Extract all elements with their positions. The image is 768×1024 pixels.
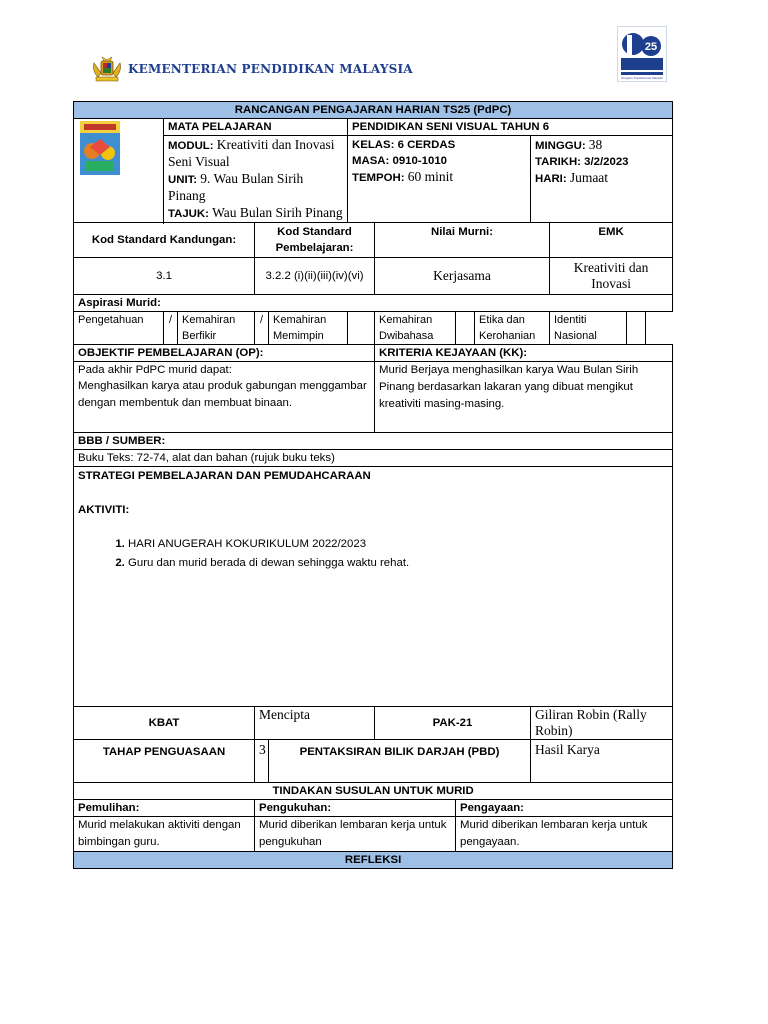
aktiviti-label: AKTIVITI: <box>78 504 130 516</box>
sk-label: Kod Standard Kandungan: <box>74 223 255 258</box>
bbb-label: BBB / SUMBER: <box>74 433 673 450</box>
aspirasi-etika: Etika dan Kerohanian <box>475 312 550 345</box>
aktiviti-list <box>78 536 668 571</box>
objektif-line1: Pada akhir PdPC murid dapat: <box>78 364 232 376</box>
tempoh-value: 60 minit <box>407 169 454 184</box>
tarikh-value: 3/2/2023 <box>584 156 629 168</box>
kbat-value: Mencipta <box>255 707 375 740</box>
kriteria-text: Murid Berjaya menghasilkan karya Wau Bulan Sirih Pinang berdasarkan lakaran yang dibuat mengikut kreativiti masing-masing. <box>375 362 673 433</box>
nilai-label: Nilai Murni: <box>375 223 550 258</box>
page-header <box>0 0 768 100</box>
ts25-caption: Program Transformasi Sekolah <box>621 76 663 80</box>
modul-unit-tajuk-cell <box>164 136 348 223</box>
aspirasi-berfikir-mark: / <box>255 312 269 345</box>
masa-label: MASA: <box>352 155 390 167</box>
ts25-logo <box>617 26 667 82</box>
tarikh-label: TARIKH: <box>535 156 581 168</box>
pemulihan-label: Pemulihan: <box>74 800 255 817</box>
masa-value: 0910-1010 <box>392 155 447 167</box>
ts25-logo-number: 25 <box>644 41 658 53</box>
aspirasi-pengetahuan-mark: / <box>164 312 178 345</box>
objektif-label: OBJEKTIF PEMBELAJARAN (OP): <box>74 345 375 362</box>
bbb-text: Buku Teks: 72-74, alat dan bahan (rujuk buku teks) <box>74 450 673 467</box>
aspirasi-dwibahasa-mark <box>456 312 475 345</box>
aktiviti-item: 2. Guru dan murid berada di dewan sehingga waktu rehat. <box>128 555 668 571</box>
objektif-line2: Menghasilkan karya atau produk gabungan menggambar dengan membentuk dan membuat binaan. <box>78 380 367 409</box>
subject-label: MATA PELAJARAN <box>164 119 348 136</box>
pengukuhan-text: Murid diberikan lembaran kerja untuk pengukuhan <box>255 817 456 852</box>
unit-label: UNIT: <box>168 174 198 186</box>
strategi-cell <box>74 467 673 707</box>
pengayaan-text: Murid diberikan lembaran kerja untuk pengayaan. <box>456 817 673 852</box>
aspirasi-berfikir: Kemahiran Berfikir <box>178 312 255 345</box>
aspirasi-label: Aspirasi Murid: <box>74 295 673 312</box>
objektif-text-cell <box>74 362 375 433</box>
tempoh-label: TEMPOH: <box>352 172 405 184</box>
emk-label: EMK <box>550 223 673 258</box>
textbook-cover-image <box>80 121 120 175</box>
refleksi-label: REFLEKSI <box>74 852 673 869</box>
tajuk-label: TAJUK: <box>168 208 209 220</box>
kbat-label: KBAT <box>74 707 255 740</box>
nilai-value: Kerjasama <box>375 258 550 295</box>
subject-value: PENDIDIKAN SENI VISUAL TAHUN 6 <box>348 119 673 136</box>
ministry-name: KEMENTERIAN PENDIDIKAN MALAYSIA <box>128 62 413 76</box>
pengayaan-label: Pengayaan: <box>456 800 673 817</box>
strategi-label: STRATEGI PEMBELAJARAN DAN PEMUDAHCARAAN <box>78 470 371 482</box>
minggu-tarikh-hari-cell <box>531 136 673 223</box>
unit-value: 9. Wau Bulan Sirih Pinang <box>168 171 304 203</box>
minggu-label: MINGGU: <box>535 140 586 152</box>
pak21-value: Giliran Robin (Rally Robin) <box>531 707 673 740</box>
modul-label: MODUL: <box>168 140 214 152</box>
lesson-plan-table <box>73 101 673 869</box>
pengukuhan-label: Pengukuhan: <box>255 800 456 817</box>
tahap-label: TAHAP PENGUASAAN <box>74 740 255 783</box>
aspirasi-identiti-mark <box>627 312 646 345</box>
kelas-masa-tempoh-cell <box>348 136 531 223</box>
pemulihan-text: Murid melakukan aktiviti dengan bimbingan guru. <box>74 817 255 852</box>
pbd-value: Hasil Karya <box>531 740 673 783</box>
kelas-value: 6 CERDAS <box>397 139 456 151</box>
aspirasi-memimpin: Kemahiran Memimpin <box>269 312 348 345</box>
aktiviti-item: 1. HARI ANUGERAH KOKURIKULUM 2022/2023 <box>128 536 668 552</box>
minggu-value: 38 <box>588 137 603 152</box>
document-title: RANCANGAN PENGAJARAN HARIAN TS25 (PdPC) <box>74 102 673 119</box>
hari-value: Jumaat <box>569 170 609 185</box>
textbook-cover-cell <box>74 119 164 223</box>
aspirasi-dwibahasa: Kemahiran Dwibahasa <box>375 312 456 345</box>
hari-label: HARI: <box>535 173 567 185</box>
modul-value: Kreativiti dan Inovasi Seni Visual <box>168 137 335 169</box>
kelas-label: KELAS: <box>352 139 395 151</box>
tindakan-label: TINDAKAN SUSULAN UNTUK MURID <box>74 783 673 800</box>
tahap-value: 3 <box>255 740 269 783</box>
tajuk-value: Wau Bulan Sirih Pinang <box>212 205 343 220</box>
aspirasi-memimpin-mark <box>348 312 375 345</box>
aspirasi-pengetahuan: Pengetahuan <box>74 312 164 345</box>
kriteria-label: KRITERIA KEJAYAAN (KK): <box>375 345 673 362</box>
sp-label: Kod Standard Pembelajaran: <box>255 223 375 258</box>
pbd-label: PENTAKSIRAN BILIK DARJAH (PBD) <box>269 740 531 783</box>
sp-value: 3.2.2 (i)(ii)(iii)(iv)(vi) <box>255 258 375 295</box>
sk-value: 3.1 <box>74 258 255 295</box>
coat-of-arms-icon <box>90 55 124 83</box>
emk-value: Kreativiti dan Inovasi <box>550 258 673 295</box>
aspirasi-identiti: Identiti Nasional <box>550 312 627 345</box>
pak21-label: PAK-21 <box>375 707 531 740</box>
